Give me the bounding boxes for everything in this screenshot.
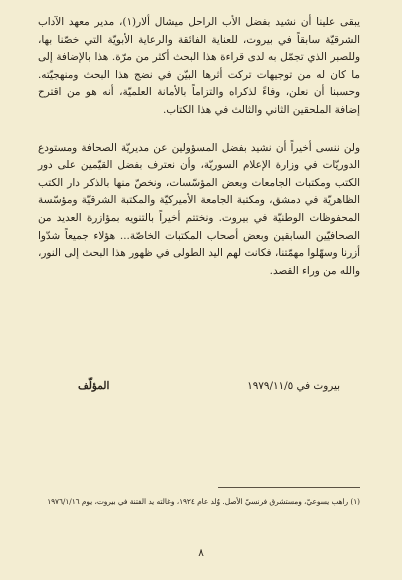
page-number: ٨: [198, 547, 204, 559]
main-text: [38, 14, 360, 280]
signature-author: المؤلّف: [78, 380, 110, 392]
footnote: (١) راهب يسوعيّ، ومستشرق فرنسيّ الأصل. وُلد عام ١٩٢٤، وغالته يد الفتنة في بيروت، يوم ١٩٧٦/١/١٦: [47, 497, 360, 506]
signature-row: [78, 378, 340, 394]
paragraph-acknowledgement-allard: يبقى علينا أن نشيد بفضل الأب الراحل ميشال ألار(١)، مدير معهد الآداب الشرقيّة سابقاً في بيروت، للعناية الفائقة والرعاية الأبويّة التي خصّنا بها، وللصبر الذي تجمّل به لدى قراءة هذا البحث أكثر من مرّة. هذا بالإضافة إلى ما كان له من توجيهات تركت أثرها البيّن في نضج هذا البحث ومنهجيّته. وحسبنا أن نعلن، وفاءً لذكراه والتزاماً بالأمانة العلميّة، أنه هو من اقترح إضافة الملحقين الثاني والثالث في هذا الكتاب.: [38, 16, 360, 116]
footnote-divider: [218, 487, 360, 488]
paragraph-acknowledgement-institutions: ولن ننسى أخيراً أن نشيد بفضل المسؤولين عن مديريّة الصحافة ومستودع الدوريّات في وزارة الإعلام السوريّة، وأن نعترف بفضل القيّمين على دور الكتب ومكتبات الجامعات وبعض المؤسّسات، ونخصّ منها بالذكر دار الكتب الظاهريّة في دمشق، ومكتبة الجامعة الأميركيّة والمكتبة الشرقيّة ومؤسّسة المحفوظات الوطنيّة في بيروت. ونختتم أخيراً بالتنويه بمؤازرة العديد من الصحافيّين السابقين وبعض أصحاب المكتبات الخاصّة... هؤلاء جميعاً شدّوا أزرنا وسهّلوا مهمّتنا، فكانت لهم اليد الطولى في ظهور هذا البحث إلى النور، والله من وراء القصد.: [38, 141, 360, 277]
signature-place-date: بيروت في ١٩٧٩/١١/٥: [247, 380, 340, 392]
